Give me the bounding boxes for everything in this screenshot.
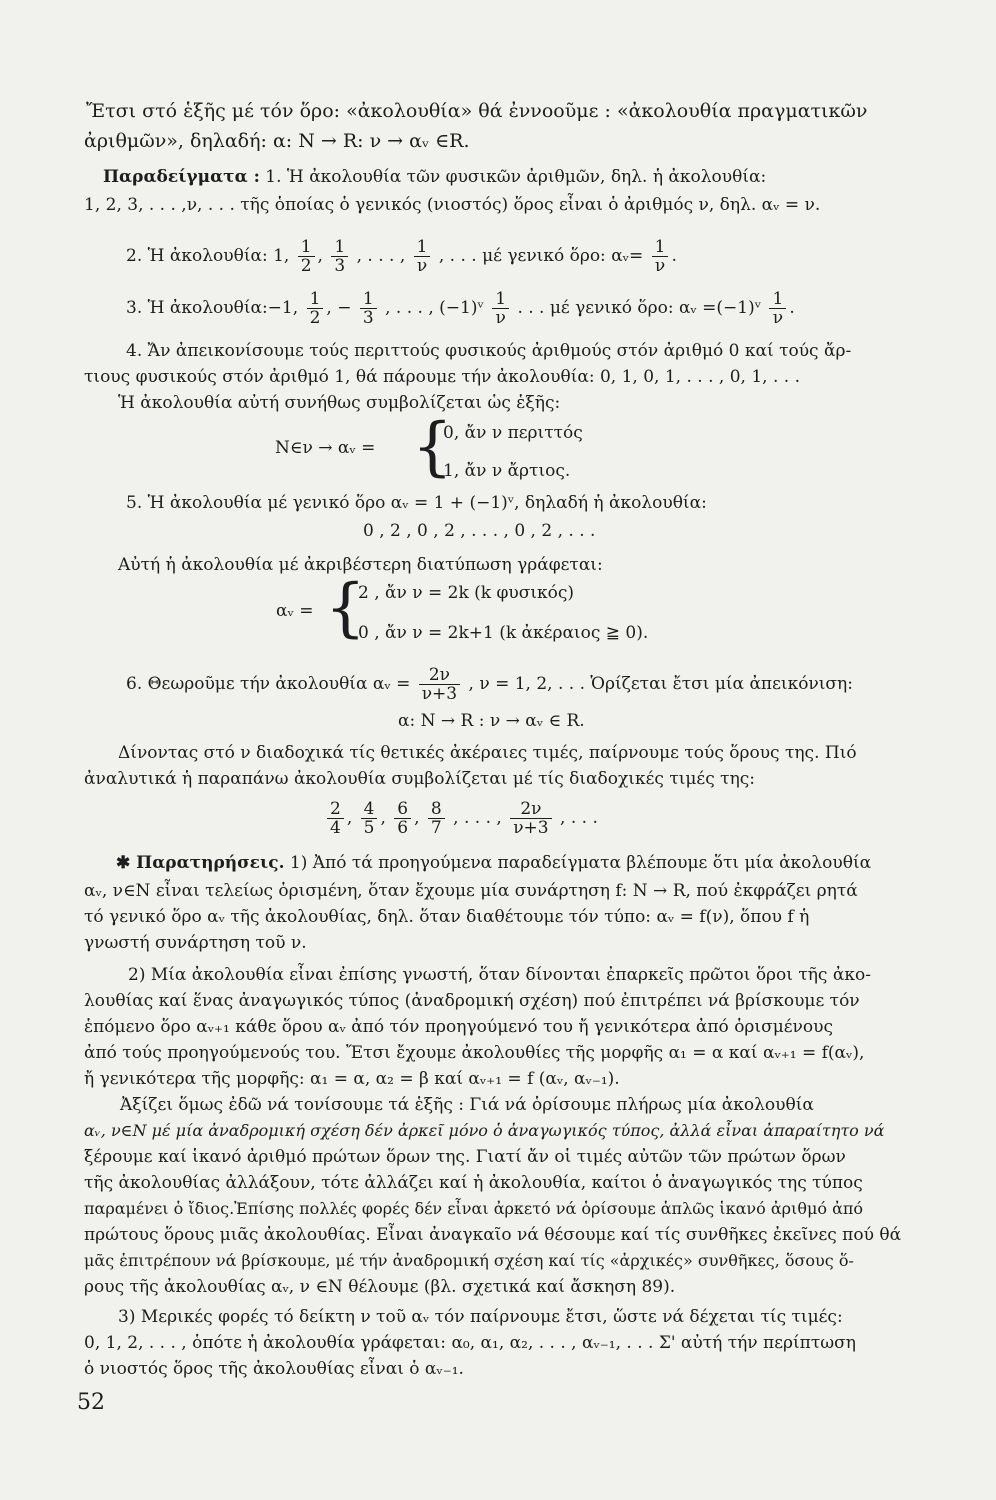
fraction-1-nu-c: $\frac{1}{\nu}$: [769, 290, 786, 327]
example-5-sequence: 0 , 2 , 0 , 2 , . . . , 0 , 2 , . . .: [363, 521, 596, 541]
example-3-start: 3. Ἡ ἀκολουθία:−1,: [126, 298, 299, 318]
fraction-8-7: $\frac{8}{7}$: [428, 800, 445, 837]
example-1-line-1: [103, 166, 766, 188]
remark-2-line-3: ἑπόμενο ὅρο αᵥ₊₁ κάθε ὅρου αᵥ ἀπό τόν προηγούμενό του ἤ γενικότερα ἀπό ὁρισμένους: [84, 1017, 833, 1037]
remark-3-line-1: 3) Μερικές φορές τό δείκτη ν τοῦ αᵥ τόν παίρνουμε ἔτσι, ὥστε νά δέχεται τίς τιμές:: [118, 1307, 843, 1327]
example-3-mid: , . . . , (−1)ᵛ: [385, 298, 484, 318]
example-6-terms: $\frac{2}{4}$ , $\frac{4}{5}$ , $\frac{6}{6}$ , $\frac{8}{7}$ , . . . , $\frac{2\nu}{\nu+3}$ , . . .: [324, 800, 598, 837]
example-4-case-1: 0, ἄν ν περιττός: [443, 423, 583, 443]
fraction-6-6: $\frac{6}{6}$: [394, 800, 411, 837]
example-4-map: N∈ν → αᵥ =: [275, 438, 376, 458]
example-2-start: 2. Ἡ ἀκολουθία: 1,: [126, 246, 290, 266]
remark-2-line-4: ἀπό τούς προηγούμενούς του. Ἔτσι ἔχουμε ἀκολουθίες τῆς μορφῆς α₁ = α καί αᵥ₊₁ = f(αᵥ),: [84, 1043, 865, 1063]
remark-2-line-13: ρους τῆς ἀκολουθίας αᵥ, ν ∈N θέλουμε (βλ. σχετικά καί ἄσκηση 89).: [84, 1277, 676, 1297]
intro-line-2: ἀριθμῶν», δηλαδή: α: N → R: ν → αᵥ ∈R.: [84, 130, 470, 152]
fraction-2-4: $\frac{2}{4}$: [327, 800, 344, 837]
remark-1-text: 1) Ἀπό τά προηγούμενα παραδείγματα βλέπουμε ὅτι μία ἀκολουθία: [289, 853, 872, 873]
remark-1-line-3: τό γενικό ὅρο αᵥ τῆς ἀκολουθίας, δηλ. ὅταν διαθέτουμε τόν τύπο: αᵥ = f(ν), ὅπου f ἡ: [84, 907, 810, 927]
example-4-line-3: Ἡ ἀκολουθία αὐτή συνήθως συμβολίζεται ὡς ἑξῆς:: [118, 393, 561, 413]
example-6-map: α: N → R : ν → αᵥ ∈ R.: [398, 711, 585, 731]
fraction-1-3: $\frac{1}{3}$: [331, 238, 348, 275]
brace-1: {: [412, 410, 453, 484]
remark-2-line-5: ἤ γενικότερα τῆς μορφῆς: α₁ = α, α₂ = β καί αᵥ₊₁ = f (αᵥ, αᵥ₋₁).: [84, 1069, 620, 1089]
remark-2-line-6: Ἀξίζει ὅμως ἐδῶ νά τονίσουμε τά ἑξῆς : Γιά νά ὁρίσουμε πλήρως μία ἀκολουθία: [120, 1095, 814, 1115]
fraction-1-3-b: $\frac{1}{3}$: [360, 290, 377, 327]
example-5-case-2: 0 , ἄν ν = 2k+1 (k ἀκέραιος ≧ 0).: [358, 623, 649, 643]
remarks-heading: ✱ Παρατηρήσεις.: [116, 853, 285, 873]
example-1-line-2: 1, 2, 3, . . . ,ν, . . . τῆς ὁποίας ὁ γενικός (νιοστός) ὅρος εἶναι ὁ ἀριθμός ν, δηλ. αᵥ = ν.: [84, 195, 821, 215]
example-5-map: αᵥ =: [276, 601, 314, 621]
intro-line-1: Ἔτσι στό ἑξῆς μέ τόν ὅρο: «ἀκολουθία» θά ἐννοοῦμε : «ἀκολουθία πραγματικῶν: [86, 100, 868, 122]
example-5-line-1: 5. Ἡ ἀκολουθία μέ γενικό ὅρο αᵥ = 1 + (−1)ᵛ, δηλαδή ἡ ἀκολουθία:: [126, 493, 707, 513]
fraction-1-2-b: $\frac{1}{2}$: [307, 290, 324, 327]
remark-2-line-8: ξέρουμε καί ἱκανό ἀριθμό πρώτων ὅρων της. Γιατί ἄν οἱ τιμές αὐτῶν τῶν πρώτων ὅρων: [84, 1147, 846, 1167]
fraction-1-2: $\frac{1}{2}$: [298, 238, 315, 275]
example-6-tail: , ν = 1, 2, . . . Ὁρίζεται ἔτσι μία ἀπεικόνιση:: [468, 674, 853, 694]
example-4-line-2: τιους φυσικούς στόν ἀριθμό 1, θά πάρουμε τήν ἀκολουθία: 0, 1, 0, 1, . . . , 0, 1, . . .: [84, 367, 800, 387]
remark-2-line-1: 2) Μία ἀκολουθία εἶναι ἐπίσης γνωστή, ὅταν δίνονται ἐπαρκεῖς πρῶτοι ὅροι τῆς ἀκο-: [128, 965, 871, 985]
example-6: [126, 666, 853, 703]
example-6-line-2: Δίνοντας στό ν διαδοχικά τίς θετικές ἀκέραιες τιμές, παίρνουμε τούς ὅρους της. Πιό: [118, 743, 857, 763]
example-6-start: 6. Θεωροῦμε τήν ἀκολουθία αᵥ =: [126, 674, 411, 694]
remark-3-line-2: 0, 1, 2, . . . , ὁπότε ἡ ἀκολουθία γράφεται: α₀, α₁, α₂, . . . , αᵥ₋₁, . . . Σ' αὐτή τήν περίπτωση: [84, 1333, 856, 1353]
example-5-case-1: 2 , ἄν ν = 2k (k φυσικός): [358, 583, 575, 603]
page-number: 52: [77, 1390, 105, 1415]
remark-3-line-3: ὁ νιοστός ὅρος τῆς ἀκολουθίας εἶναι ὁ αᵥ₋₁.: [84, 1359, 464, 1379]
example-5-line-2: Αὐτή ἡ ἀκολουθία μέ ἀκριβέστερη διατύπωση γράφεται:: [118, 555, 603, 575]
remark-2-line-10: παραμένει ὁ ἴδιος.Ἐπίσης πολλές φορές δέν εἶναι ἀρκετό νά ὁρίσουμε ἁπλῶς ἱκανό ἀριθμό ἀπό: [84, 1199, 864, 1218]
example-3-tail: . . . μέ γενικό ὅρο: αᵥ =(−1)ᵛ: [517, 298, 762, 318]
example-4-line-1: 4. Ἄν ἀπεικονίσουμε τούς περιττούς φυσικούς ἀριθμούς στόν ἀριθμό 0 καί τούς ἄρ-: [126, 341, 852, 361]
remark-2-line-9: τῆς ἀκολουθίας ἀλλάξουν, τότε ἀλλάζει καί ἡ ἀκολουθία, καίτοι ὁ ἀναγωγικός της τύπος: [84, 1173, 863, 1193]
remark-1-line-1: [116, 852, 871, 874]
example-4-case-2: 1, ἄν ν ἄρτιος.: [443, 461, 571, 481]
remark-2-line-11: πρώτους ὅρους μιᾶς ἀκολουθίας. Εἶναι ἀναγκαῖο νά θέσουμε καί τίς συνθῆκες ἐκεῖνες πού θά: [84, 1225, 902, 1245]
fraction-1-nu: $\frac{1}{\nu}$: [414, 238, 431, 275]
brace-2: {: [325, 571, 366, 645]
example-2: 2. Ἡ ἀκολουθία: 1, $\frac{1}{2}$ , $\frac{1}{3}$ , . . . , $\frac{1}{\nu}$ , . . . μέ γενικό ὅρο: αᵥ= $\frac{1}{\nu}$ .: [126, 237, 677, 276]
fraction-1-nu-b: $\frac{1}{\nu}$: [492, 290, 509, 327]
example-2-mid: , . . . ,: [356, 246, 406, 266]
remark-2-line-7: αᵥ, ν∈N μέ μία ἀναδρομική σχέση δέν ἀρκεῖ μόνο ὁ ἀναγωγικός τύπος, ἀλλά εἶναι ἀπαραίτητο νά: [84, 1121, 885, 1140]
remark-1-line-4: γνωστή συνάρτηση τοῦ ν.: [84, 933, 307, 953]
example-6-line-3: ἀναλυτικά ἡ παραπάνω ἀκολουθία συμβολίζεται μέ τίς διαδοχικές τιμές της:: [84, 769, 756, 789]
fraction-1-nu-general: $\frac{1}{\nu}$: [652, 238, 669, 275]
fraction-4-5: $\frac{4}{5}$: [361, 800, 378, 837]
example-3: 3. Ἡ ἀκολουθία:−1, $\frac{1}{2}$ , − $\frac{1}{3}$ , . . . , (−1)ᵛ $\frac{1}{\nu}$ . . . μέ γενικό ὅρο: αᵥ =(−1)ᵛ $\frac{1}{\nu}$ .: [126, 289, 795, 328]
example-6-dots: , . . . ,: [453, 808, 502, 828]
fraction-2nu-nu3: $\frac{2\nu}{\nu+3}$: [419, 666, 460, 703]
example-1-text: 1. Ἡ ἀκολουθία τῶν φυσικῶν ἀριθμῶν, δηλ. ἡ ἀκολουθία:: [265, 167, 767, 187]
examples-heading: Παραδείγματα :: [103, 167, 260, 187]
remark-2-line-12: μᾶς ἐπιτρέπουν νά βρίσκουμε, μέ τήν ἀναδρομική σχέση καί τίς «ἀρχικές» συνθῆκες, ὅσους ὅ-: [84, 1251, 854, 1270]
remark-1-line-2: αᵥ, ν∈N εἶναι τελείως ὁρισμένη, ὅταν ἔχουμε μία συνάρτηση f: N → R, πού ἐκφράζει ρητά: [84, 881, 858, 901]
example-6-end: , . . .: [560, 808, 598, 828]
fraction-2nu-nu3-b: $\frac{2\nu}{\nu+3}$: [510, 800, 551, 837]
example-2-tail: , . . . μέ γενικό ὅρο: αᵥ=: [438, 246, 644, 266]
remark-2-line-2: λουθίας καί ἕνας ἀναγωγικός τύπος (ἀναδρομική σχέση) πού ἐπιτρέπει νά βρίσκουμε τόν: [84, 991, 860, 1011]
